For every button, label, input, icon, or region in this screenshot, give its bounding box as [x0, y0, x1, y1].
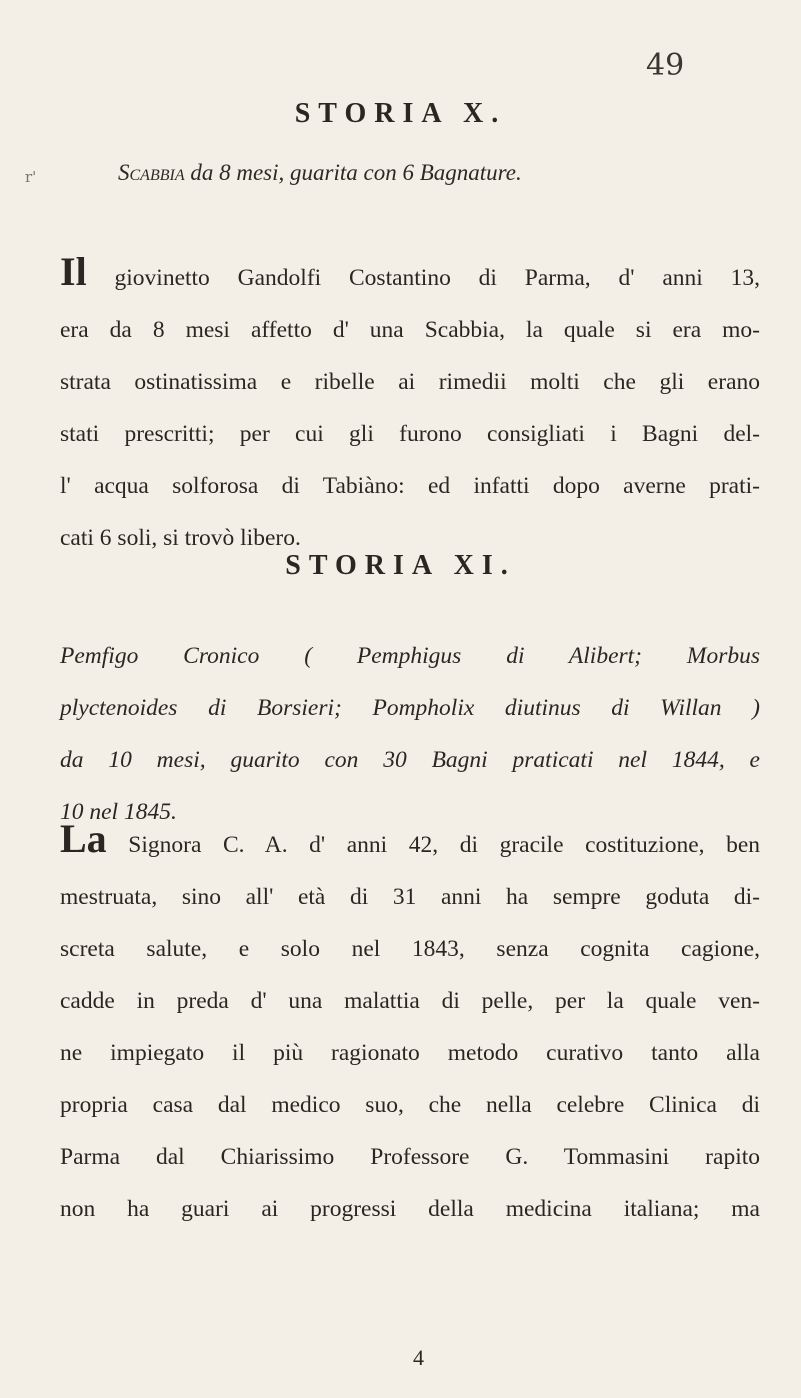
intro-line: plyctenoides di Borsieri; Pompholix diutinus di Willan ) — [60, 695, 760, 721]
signature-mark: 4 — [413, 1345, 424, 1370]
intro-line: Pemfigo Cronico ( Pemphigus di Alibert; Morbus — [60, 643, 760, 669]
story-11-heading: STORIA XI. — [285, 550, 516, 581]
margin-mark: r' — [25, 168, 37, 186]
story-10-paragraph — [60, 246, 760, 564]
paragraph-line: screta salute, e solo nel 1843, senza cognita cagione, — [60, 936, 760, 962]
story-11-paragraph — [60, 813, 760, 1235]
line-text: giovinetto Gandolfi Costantino di Parma, d' anni 13, — [114, 265, 760, 291]
line-text: Signora C. A. d' anni 42, di gracile costituzione, ben — [128, 832, 760, 858]
paragraph-line: cadde in preda d' una malattia di pelle, per la quale ven- — [60, 988, 760, 1014]
subtitle-disease: Scabbia — [118, 160, 185, 185]
story-10-subtitle — [118, 160, 522, 186]
paragraph-line: propria casa dal medico suo, che nella celebre Clinica di — [60, 1092, 760, 1118]
paragraph-line: strata ostinatissima e ribelle ai rimedii molti che gli erano — [60, 369, 760, 395]
drop-cap: Il — [60, 249, 87, 294]
intro-line: da 10 mesi, guarito con 30 Bagni praticati nel 1844, e — [60, 747, 760, 773]
paragraph-line: cati 6 soli, si trovò libero. — [60, 525, 301, 551]
paragraph-line: ne impiegato il più ragionato metodo curativo tanto alla — [60, 1040, 760, 1066]
paragraph-line: non ha guari ai progressi della medicina italiana; ma — [60, 1196, 760, 1222]
subtitle-rest: da 8 mesi, guarita con 6 Bagnature. — [184, 160, 522, 185]
intro-line: 10 nel 1845. — [60, 799, 177, 825]
paragraph-line: mestruata, sino all' età di 31 anni ha sempre goduta di- — [60, 884, 760, 910]
paragraph-line: era da 8 mesi affetto d' una Scabbia, la quale si era mo- — [60, 317, 760, 343]
paragraph-line — [60, 813, 760, 871]
story-11-intro — [60, 630, 760, 838]
paragraph-line: stati prescritti; per cui gli furono consigliati i Bagni del- — [60, 421, 760, 447]
story-10-heading: STORIA X. — [294, 98, 507, 129]
paragraph-line: Parma dal Chiarissimo Professore G. Tommasini rapito — [60, 1144, 760, 1170]
paragraph-line — [60, 246, 760, 304]
paragraph-line: l' acqua solforosa di Tabiàno: ed infatti dopo averne prati- — [60, 473, 760, 499]
drop-cap: La — [60, 816, 107, 861]
page-number: 49 — [646, 48, 685, 83]
